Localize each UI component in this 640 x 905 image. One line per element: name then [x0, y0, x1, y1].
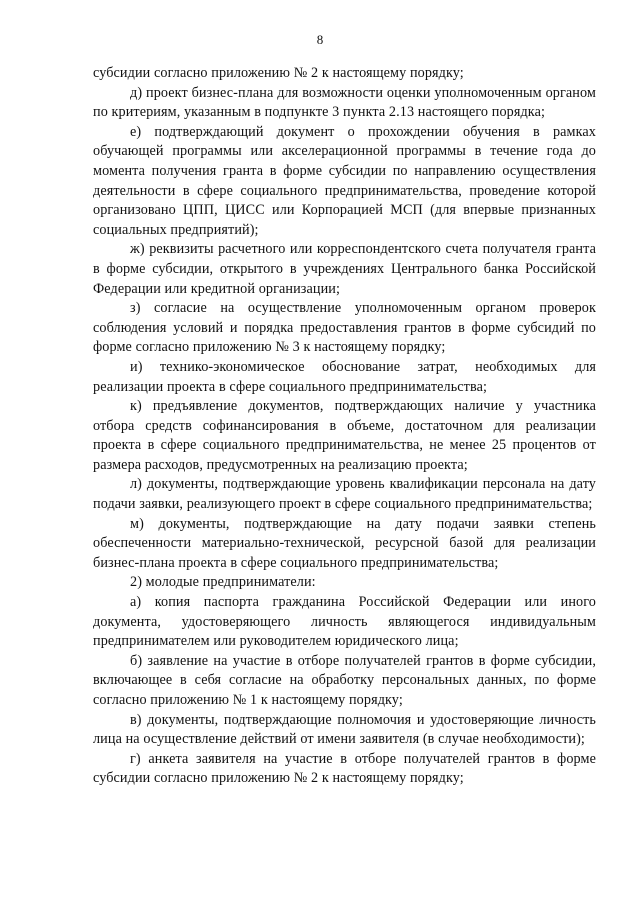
paragraph: а) копия паспорта гражданина Российской Федерации или иного документа, удостоверяющего личность являющегося индивидуальным предпринимателем или руководителем юридического лица; — [93, 594, 596, 650]
paragraph: б) заявление на участие в отборе получателей грантов в форме субсидии, включающее в себя согласие на обработку персональных данных, по форме согласно приложению № 1 к настоящему порядку; — [93, 652, 596, 708]
paragraph: субсидии согласно приложению № 2 к настоящему порядку; — [93, 65, 464, 81]
paragraph: д) проект бизнес-плана для возможности оценки уполномоченным органом по критериям, указанным в подпункте 3 пункта 2.13 настоящего порядка; — [93, 84, 596, 121]
paragraph: м) документы, подтверждающие на дату подачи заявки степень обеспеченности материально-технической, ресурсной базой для реализации бизнес-плана проекта в сфере социального предпринимательства; — [93, 515, 596, 571]
paragraph: 2) молодые предприниматели: — [130, 574, 316, 591]
paragraph: з) согласие на осуществление уполномоченным органом проверок соблюдения условий и порядка предоставления грантов в форме субсидий по форме согласно приложению № 3 к настоящему порядку; — [93, 300, 596, 356]
document-body — [93, 64, 596, 789]
page-number: 8 — [316, 32, 324, 47]
paragraph: и) технико-экономическое обоснование затрат, необходимых для реализации проекта в сфере социального предпринимательства; — [93, 358, 596, 395]
paragraph: г) анкета заявителя на участие в отборе получателей грантов в форме субсидии согласно приложению № 2 к настоящему порядку; — [93, 750, 596, 787]
paragraph: в) документы, подтверждающие полномочия и удостоверяющие личность лица на осуществление действий от имени заявителя (в случае необходимости); — [93, 711, 596, 748]
paragraph: е) подтверждающий документ о прохождении обучения в рамках обучающей программы или акселерационной программы в течение года до момента получения гранта в форме субсидии по направлению осуществления деятельности в сфере социального предпринимательства, проведение которой организовано ЦПП, ЦИСС или Корпорацией МСП (для впервые признанных социальных предприятий); — [93, 123, 596, 238]
paragraph: ж) реквизиты расчетного или корреспондентского счета получателя гранта в форме субсидии, открытого в учреждениях Центрального банка Российской Федерации или кредитной организации; — [93, 241, 596, 297]
paragraph: л) документы, подтверждающие уровень квалификации персонала на дату подачи заявки, реализующего проект в сфере социального предпринимательства; — [93, 476, 596, 513]
paragraph: к) предъявление документов, подтверждающих наличие у участника отбора средств софинансирования в объеме, достаточном для реализации проекта в сфере социального предпринимательства, не менее 25 процентов от размера расходов, предусмотренных на реализацию проекта; — [93, 398, 596, 473]
